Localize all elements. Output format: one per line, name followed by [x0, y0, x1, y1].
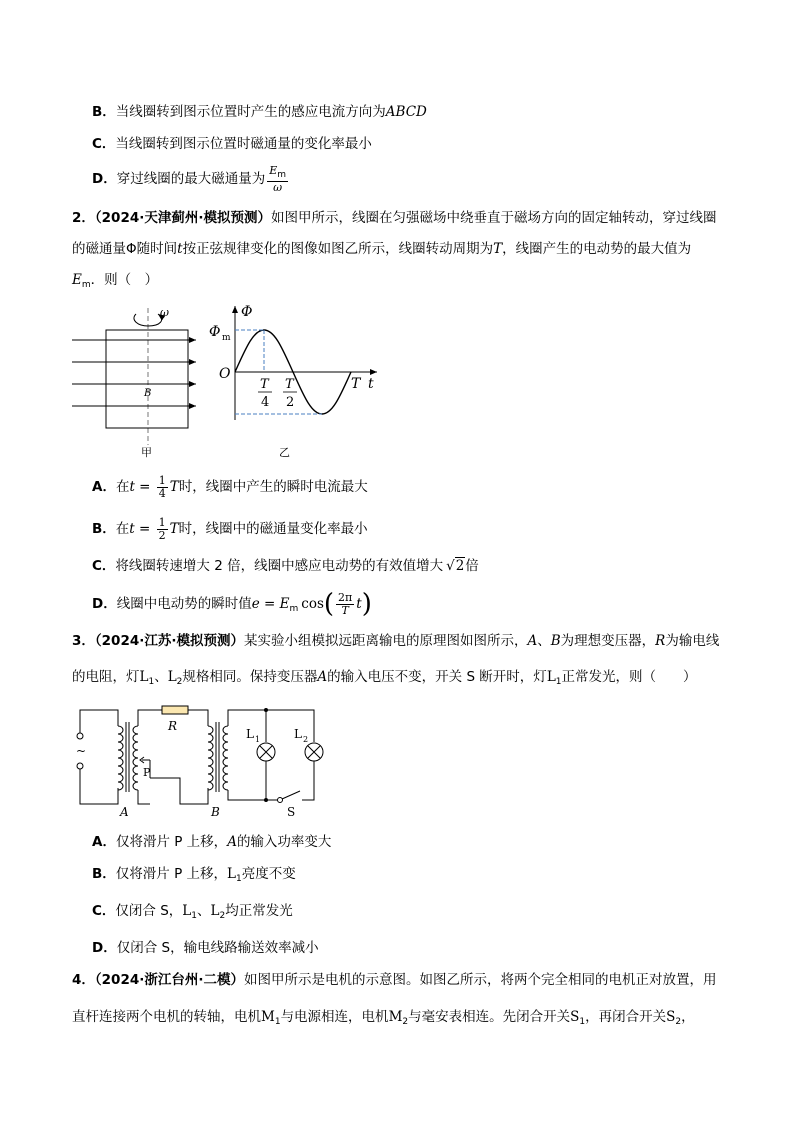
source-terminal — [77, 733, 83, 739]
q2-stem-line2: 的磁通量Φ随时间t按正弦规律变化的图像如图乙所示，线圈转动周期为T，线圈产生的电动势的最大值为 — [72, 241, 692, 257]
q1-option-b: B．当线圈转到图示位置时产生的感应电流方向为ABCD — [92, 104, 427, 120]
figure-jia-caption: 甲 — [141, 446, 152, 459]
q3-option-d: D．仅闭合 S，输电线路输送效率减小 — [92, 940, 319, 956]
lamp-l2-label: L — [294, 727, 302, 741]
transformer-a-secondary — [133, 726, 138, 790]
origin-label: O — [219, 366, 231, 382]
q3-stem-line1: 3．（2024·江苏·模拟预测）某实验小组模拟远距离输电的原理图如图所示，A、B为理想变压器，R为输电线 — [72, 633, 720, 649]
q3-stem-line2: 的电阻，灯$L_1$、$L_2$规格相同。保持变压器A的输入电压不变，开关 S 断开时，灯$L_1$正常发光，则（ ） — [72, 669, 697, 687]
source-terminal — [77, 763, 83, 769]
coil — [106, 330, 188, 428]
svg-text:1: 1 — [255, 735, 261, 744]
switch-s — [278, 798, 283, 803]
slider-p-label: P — [143, 766, 151, 779]
q2-option-b: B．在t = $\frac{1}{2}$ T时，线圈中的磁通量变化率最小 — [92, 515, 368, 542]
q2-option-a: A．在t = $\frac{1}{4}$ T时，线圈中产生的瞬时电流最大 — [92, 473, 368, 500]
svg-text:2: 2 — [303, 735, 309, 744]
transformer-b-secondary — [223, 726, 228, 790]
q4-stem-line2: 直杆连接两个电机的转轴，电机$M_1$与电源相连，电机$M_2$与毫安表相连。先闭合开关$S_1$，再闭合开关$S_2$， — [72, 1009, 695, 1027]
q2-option-c: C．将线圈转速增大 2 倍，线圈中感应电动势的有效值增大 √2倍 — [92, 558, 479, 574]
switch-s-label: S — [287, 805, 296, 819]
sqrt-symbol: √ — [446, 558, 455, 574]
max-flux-fraction: $\frac{E_m}{\omega}$ — [269, 163, 287, 194]
junction — [264, 708, 268, 712]
q3-option-a: A．仅将滑片 P 上移，A的输入功率变大 — [92, 834, 332, 850]
tick-t4-num: T — [260, 377, 269, 392]
figure-yi-caption: 乙 — [279, 446, 290, 459]
phi-m-subscript: m — [222, 333, 231, 343]
phi-m-label: Φ — [209, 324, 221, 340]
left-paren: ( — [323, 589, 335, 619]
figure-yi-flux-graph — [205, 300, 390, 460]
transformer-a-primary — [118, 726, 123, 790]
lamp-l1-label: L — [246, 727, 254, 741]
transformer-b-primary — [208, 726, 213, 790]
phi-axis-label: Φ — [241, 304, 253, 320]
q3-option-c: C．仅闭合 S，$L_1$、$L_2$均正常发光 — [92, 903, 293, 921]
field-b-label: B — [144, 388, 152, 399]
q1-option-d: D．穿过线圈的最大磁通量为 $\frac{E_m}{\omega}$ — [92, 163, 287, 194]
q1-option-c: C．当线圈转到图示位置时磁通量的变化率最小 — [92, 136, 372, 152]
q2-option-d: D．线圈中电动势的瞬时值$e = E_m$ cos( $\frac{2\pi}{T}$ t) — [92, 589, 372, 619]
figure-jia-coil-in-field — [68, 300, 203, 460]
tick-t4-den: 4 — [261, 395, 270, 410]
q2-stem-line3: $E_m$．则（ ） — [72, 272, 159, 290]
tick-t2-num: T — [285, 377, 294, 392]
q4-stem-line1: 4．（2024·浙江台州·二模）如图甲所示是电机的示意图。如图乙所示，将两个完全相同的电机正对放置，用 — [72, 972, 717, 988]
transformer-a-label: A — [120, 805, 129, 819]
resistor-r-label: R — [168, 719, 178, 733]
tick-t2-den: 2 — [286, 395, 295, 410]
omega-label: ω — [160, 306, 169, 319]
right-paren: ) — [361, 589, 372, 619]
q3-option-b: B．仅将滑片 P 上移，$L_1$亮度不变 — [92, 866, 296, 884]
time-axis-label: t — [368, 376, 374, 392]
line-resistor-r — [162, 706, 188, 714]
figure-transmission-circuit — [70, 700, 330, 822]
transformer-b-label: B — [211, 805, 220, 819]
tick-period-label: T — [351, 376, 361, 392]
q2-stem-line1: 2．（2024·天津蓟州·模拟预测）如图甲所示，线圈在匀强磁场中绕垂直于磁场方向的固定轴转动，穿过线圈 — [72, 210, 717, 226]
ac-source-symbol: ~ — [76, 744, 87, 758]
